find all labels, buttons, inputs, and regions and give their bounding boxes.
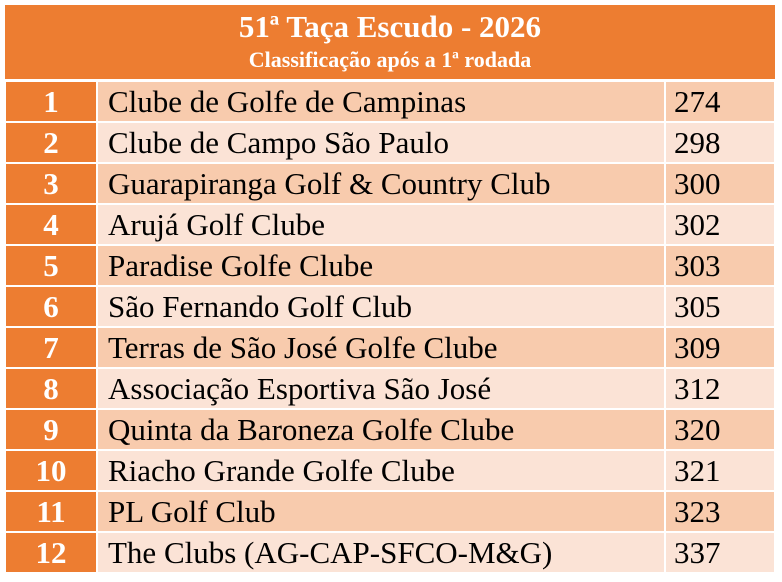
table-row [5,409,775,450]
position-cell: 3 [5,163,97,204]
club-name-cell: Quinta da Baroneza Golfe Clube [97,409,665,450]
position-cell: 5 [5,245,97,286]
club-name-cell: The Clubs (AG-CAP-SFCO-M&G) [97,532,665,573]
table-row [5,122,775,163]
table-row [5,450,775,491]
score-cell: 274 [665,81,775,122]
score-cell: 320 [665,409,775,450]
table-row [5,204,775,245]
score-cell: 298 [665,122,775,163]
standings-document [4,4,776,576]
club-name-cell: Associação Esportiva São José [97,368,665,409]
table-row [5,245,775,286]
score-cell: 321 [665,450,775,491]
table-row [5,491,775,532]
position-cell: 8 [5,368,97,409]
score-cell: 309 [665,327,775,368]
club-name-cell: Guarapiranga Golf & Country Club [97,163,665,204]
score-cell: 312 [665,368,775,409]
position-cell: 6 [5,286,97,327]
club-name-cell: Clube de Campo São Paulo [97,122,665,163]
score-cell: 303 [665,245,775,286]
position-cell: 4 [5,204,97,245]
position-cell: 11 [5,491,97,532]
club-name-cell: São Fernando Golf Club [97,286,665,327]
table-row [5,163,775,204]
table-row [5,81,775,122]
table-header [4,4,776,80]
position-cell: 1 [5,81,97,122]
club-name-cell: Riacho Grande Golfe Clube [97,450,665,491]
standings-table [4,80,776,574]
score-cell: 300 [665,163,775,204]
page-subtitle: Classificação após a 1ª rodada [248,47,532,72]
score-cell: 323 [665,491,775,532]
position-cell: 9 [5,409,97,450]
position-cell: 2 [5,122,97,163]
table-row [5,532,775,573]
page-title: 51ª Taça Escudo - 2026 [238,9,542,44]
score-cell: 305 [665,286,775,327]
club-name-cell: PL Golf Club [97,491,665,532]
club-name-cell: Paradise Golfe Clube [97,245,665,286]
score-cell: 302 [665,204,775,245]
position-cell: 10 [5,450,97,491]
table-row [5,327,775,368]
position-cell: 12 [5,532,97,573]
position-cell: 7 [5,327,97,368]
club-name-cell: Terras de São José Golfe Clube [97,327,665,368]
club-name-cell: Arujá Golf Clube [97,204,665,245]
table-row [5,286,775,327]
table-row [5,368,775,409]
score-cell: 337 [665,532,775,573]
standings-rows [5,81,775,573]
club-name-cell: Clube de Golfe de Campinas [97,81,665,122]
